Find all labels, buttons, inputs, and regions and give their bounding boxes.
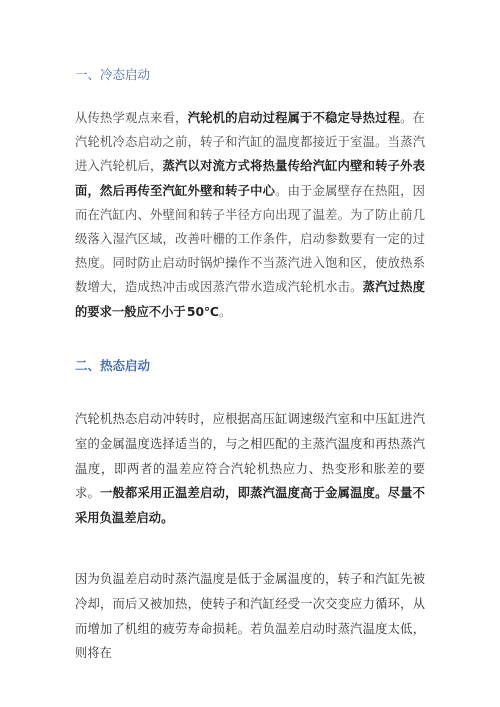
- bold-text-run: 蒸汽以对流方式将热量传给汽缸内壁和转子外表面，然后再传至汽缸外壁和转子中心: [75, 158, 425, 198]
- text-run: 。在汽轮机冷态启动之前，转子和汽缸的温度都接近于室温。当蒸汽进入汽轮机后，: [75, 111, 425, 174]
- paragraph-negative-temp-start: 因为负温差启动时蒸汽温度是低于金属温度的，转子和汽缸先被冷却，而后又被加热，使转子和汽缸经受一次交变应力循环，从而增加了机组的疲劳寿命损耗。若负温差启动时蒸汽温度太低，则将在: [75, 572, 425, 661]
- section-heading-hot-start: 二、热态启动: [75, 358, 151, 373]
- text-run: 从传热学观点来看，: [75, 111, 188, 125]
- text-run: 汽轮机热态启动冲转时，应根据高压缸调速级汽室和中压缸进汽室的金属温度选择适当的，与之相匹配的主蒸汽温度和再热蒸汽温度，即两者的温差应符合汽轮机热应力、热变形和胀差的要求。: [75, 412, 425, 501]
- bold-text-run: 一般都采用正温差启动，即蒸汽温度高于金属温度。尽量不采用负温差启动。: [75, 486, 425, 526]
- paragraph-cold-start: [75, 106, 425, 324]
- text-run: 。由于金属壁存在热阻，因而在汽缸内、外壁间和转子半径方向出现了温差。为了防止前几级落入湿汽区域，改善叶栅的工作条件，启动参数要有一定的过热度。同时防止启动时锅炉操作不当蒸汽进入饱和区，使放热系数增大，造成热冲击或因蒸汽带水造成汽轮机水击。: [75, 183, 425, 295]
- paragraph-hot-start: [75, 407, 425, 531]
- bold-number-run: 50℃: [186, 304, 219, 319]
- bold-text-run: 汽轮机的启动过程属于不稳定导热过程: [187, 110, 401, 125]
- bold-text-run: 蒸汽过热度的要求一般应不小于: [75, 279, 425, 319]
- section-heading-cold-start: 一、冷态启动: [75, 67, 151, 82]
- text-run: 。: [218, 304, 232, 319]
